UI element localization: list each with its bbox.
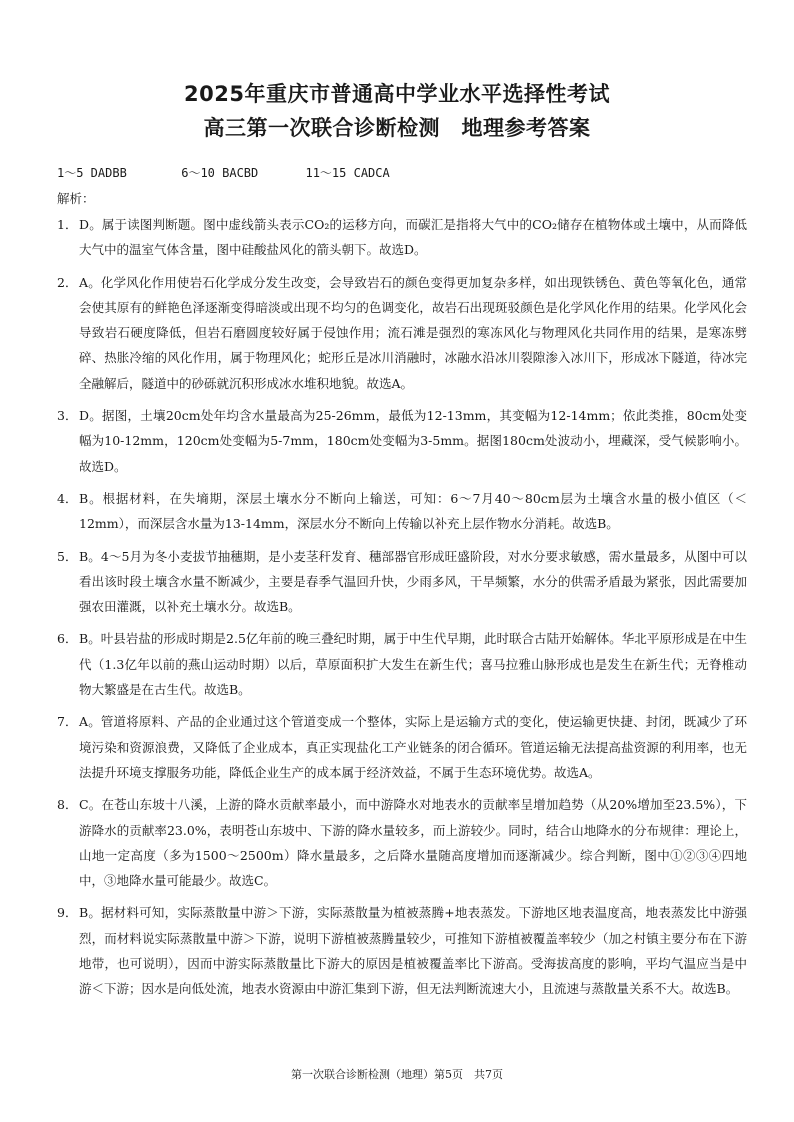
item-number: 5． (57, 548, 78, 564)
item-number: 1． (57, 217, 78, 232)
item-text: B。4～5月为冬小麦拔节抽穗期，是小麦茎秆发育、穗部器官形成旺盛阶段，对水分要求敏感，需水量最多，从图中可以看出该时段土壤含水量不断减少，主要是春季气温回升快，少雨多风，干旱频繁，水分的供需矛盾最为紧张，因此需要加强农田灌溉，以补充土壤水分。故选B。 (79, 548, 747, 615)
analysis-item (57, 709, 747, 785)
answer-key (57, 164, 390, 181)
exam-title: 2025年重庆市普通高中学业水平选择性考试 (184, 82, 610, 106)
analysis-item (57, 270, 747, 396)
answer-group-11-15: 11～15 CADCA (305, 166, 390, 180)
analysis-item (57, 544, 747, 620)
analysis-label: 解析： (57, 191, 95, 206)
analysis-item (57, 626, 747, 702)
item-text: B。叶县岩盐的形成时期是2.5亿年前的晚三叠纪时期，属于中生代早期，此时联合古陆开始解体。华北平原形成是在中生代（1.3亿年以前的燕山运动时期）以后，草原面积扩大发生在新生代；喜马拉雅山脉形成也是发生在新生代；无脊椎动物大繁盛是在古生代。故选B。 (79, 631, 747, 698)
item-number: 7． (57, 714, 78, 730)
exam-subtitle: 高三第一次联合诊断检测 地理参考答案 (203, 116, 591, 140)
answer-group-6-10: 6～10 BACBD (181, 166, 259, 180)
item-text: D。属于读图判断题。图中虚线箭头表示CO₂的运移方向，而碳汇是指将大气中的CO₂储存在植物体或土壤中，从而降低大气中的温室气体含量，图中硅酸盐风化的箭头朝下。故选D。 (79, 217, 747, 258)
item-number: 4． (57, 490, 78, 506)
analysis-list (57, 212, 747, 1009)
page-footer: 第一次联合诊断检测（地理）第5页 共7页 (291, 1068, 503, 1081)
item-text: A。化学风化作用使岩石化学成分发生改变，会导致岩石的颜色变得更加复杂多样，如出现铁锈色、黄色等氧化色，通常会使其原有的鲜艳色泽逐渐变得暗淡或出现不均匀的色调变化，故岩石出现斑驳颜色是化学风化作用的结果。化学风化会导致岩石硬度降低，但岩石磨圆度较好属于侵蚀作用；流石滩是强烈的寒冻风化与物理风化共同作用的结果，是寒冻劈碎、热胀冷缩的风化作用，属于物理风化；蛇形丘是冰川消融时，冰融水沿冰川裂隙渗入冰川下，形成冰下隧道，待冰完全融解后，隧道中的砂砾就沉积形成冰水堆积地貌。故选A。 (79, 274, 747, 391)
item-number: 3． (57, 408, 78, 424)
item-text: D。据图，土壤20cm处年均含水量最高为25-26mm，最低为12-13mm，其变幅为12-14mm；依此类推，80cm处变幅为10-12mm，120cm处变幅为5-7mm，180cm处变幅为3-5mm。据图180cm处波动小，埋藏深，受气候影响小。故选D。 (79, 408, 747, 474)
answer-group-1-5: 1～5 DADBB (57, 166, 127, 180)
item-text: A。管道将原料、产品的企业通过这个管道变成一个整体，实际上是运输方式的变化，使运输更快捷、封闭，既减少了环境污染和资源浪费，又降低了企业成本，真正实现盐化工产业链条的闭合循环。管道运输无法提高盐资源的利用率，也无法提升环境支撑服务功能，降低企业生产的成本属于经济效益，不属于生态环境优势。故选A。 (79, 714, 747, 780)
item-number: 8． (57, 797, 78, 813)
analysis-item (57, 403, 747, 479)
item-number: 9． (57, 905, 78, 921)
item-number: 6． (57, 631, 78, 647)
item-text: B。据材料可知，实际蒸散量中游＞下游，实际蒸散量为植被蒸腾+地表蒸发。下游地区地表温度高，地表蒸发比中游强烈，而材料说实际蒸散量中游＞下游，说明下游植被蒸腾量较少，可推知下游植被覆盖率较少（加之村镇主要分布在下游地带，也可说明），因而中游实际蒸散量比下游大的原因是植被覆盖率比下游高。受海拔高度的影响，平均气温应当是中游＜下游；因水是向低处流，地表水资源由中游汇集到下游，但无法判断流速大小，且流速与蒸散量关系不大。故选B。 (79, 905, 747, 997)
item-number: 2． (57, 274, 78, 290)
analysis-item (57, 212, 747, 263)
analysis-item (57, 792, 747, 893)
analysis-item (57, 486, 747, 537)
item-text: C。在苍山东坡十八溪，上游的降水贡献率最小，而中游降水对地表水的贡献率呈增加趋势（从20%增加至23.5%），下游降水的贡献率23.0%，表明苍山东坡中、下游的降水量较多，而上游较少。同时，结合山地降水的分布规律：理论上，山地一定高度（多为1500～2500m）降水量最多，之后降水量随高度增加而逐渐减少。综合判断，图中①②③④四地中，③地降水量可能最少。故选C。 (79, 797, 747, 889)
item-text: B。根据材料，在失墒期，深层土壤水分不断向上输送，可知：6～7月40～80cm层为土壤含水量的极小值区（＜12mm），而深层含水量为13-14mm，深层水分不断向上传输以补充上层作物水分消耗。故选B。 (79, 490, 747, 532)
analysis-item (57, 900, 747, 1001)
